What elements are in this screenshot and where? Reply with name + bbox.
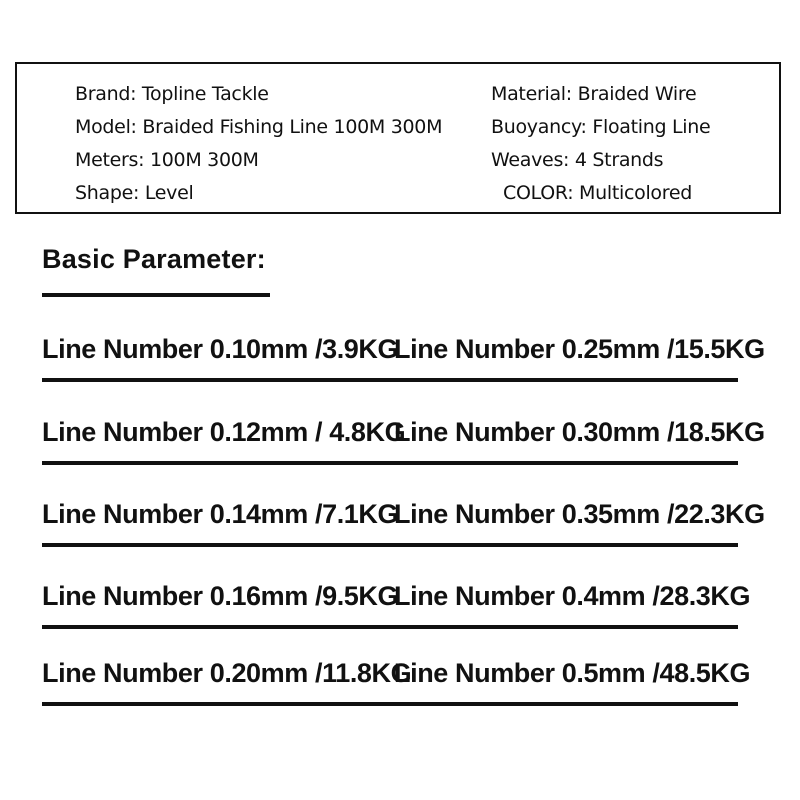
parameter-row [42,322,765,382]
parameter-right: Line Number 0.5mm /48.5KG [394,658,751,688]
parameter-row [42,646,751,706]
spec-box [15,62,781,214]
parameter-row [42,487,765,547]
spec-meters: Meters: 100M 300M [75,149,259,171]
spec-column-right [491,78,710,210]
parameter-left: Line Number 0.10mm /3.9KG [42,334,399,364]
spec-shape: Shape: Level [75,182,194,204]
spec-column-left [75,78,442,210]
parameter-left: Line Number 0.16mm /9.5KG [42,581,399,611]
spec-weaves: Weaves: 4 Strands [491,149,664,171]
parameter-right: Line Number 0.25mm /15.5KG [394,334,765,364]
parameter-right: Line Number 0.4mm /28.3KG [394,581,751,611]
parameter-left: Line Number 0.14mm /7.1KG [42,499,399,529]
parameter-left: Line Number 0.12mm / 4.8KG [42,417,406,447]
row-divider [42,702,738,706]
parameter-right: Line Number 0.30mm /18.5KG [394,417,765,447]
parameter-left: Line Number 0.20mm /11.8KG [42,658,412,688]
row-divider [42,543,738,547]
row-divider [42,378,738,382]
spec-buoyancy: Buoyancy: Floating Line [491,116,711,138]
spec-color: COLOR: Multicolored [503,182,693,204]
parameter-row [42,405,765,465]
row-divider [42,461,738,465]
parameter-row [42,569,751,629]
section-title: Basic Parameter: [42,244,266,274]
spec-model: Model: Braided Fishing Line 100M 300M [75,116,443,138]
spec-brand: Brand: Topline Tackle [75,83,269,105]
section-title-underline [42,293,270,297]
row-divider [42,625,738,629]
spec-material: Material: Braided Wire [491,83,697,105]
parameter-right: Line Number 0.35mm /22.3KG [394,499,765,529]
